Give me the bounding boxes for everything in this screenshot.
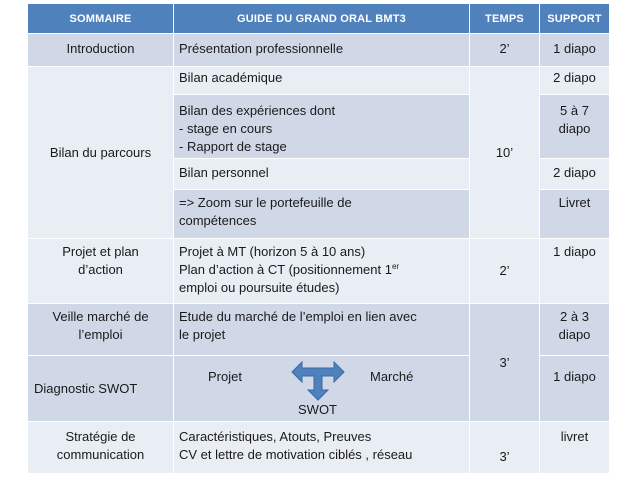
content-bilan-experiences: [174, 95, 470, 159]
veille-support-line: 2 à 3: [560, 309, 589, 324]
section-bilan-parcours: [28, 67, 174, 239]
swot-label-marche: Marché: [370, 369, 414, 384]
projet-line2-sup: er: [391, 262, 400, 271]
time-projet-plan: [470, 239, 540, 304]
veille-line: Etude du marché de l’emploi en lien avec: [179, 309, 417, 324]
support-bilan-experiences: [540, 95, 610, 159]
strategie-section-line: communication: [56, 447, 145, 462]
swot-label-projet: Projet: [208, 369, 242, 384]
time-strategie-label: 3’: [499, 449, 510, 464]
time-veille-swot: [470, 304, 540, 422]
swot-label-swot: SWOT: [298, 402, 337, 417]
content-introduction: Présentation professionnelle: [174, 34, 470, 67]
content-diagnostic-swot: [174, 356, 470, 422]
veille-support-line: diapo: [558, 327, 591, 342]
veille-section-line: Veille marché de: [52, 309, 149, 324]
time-projet-label: 2’: [499, 263, 510, 278]
content-bilan-academique: Bilan académique: [174, 67, 470, 95]
content-projet-plan: [174, 239, 470, 304]
projet-line: emploi ou poursuite études): [179, 280, 340, 295]
content-veille-marche: [174, 304, 470, 356]
support-introduction: 1 diapo: [540, 34, 610, 67]
projet-line: [179, 261, 464, 279]
veille-section-line: l’emploi: [78, 327, 123, 342]
zoom-line: => Zoom sur le portefeuille de: [179, 195, 352, 210]
time-introduction: 2’: [470, 34, 540, 67]
section-diagnostic-swot: [28, 356, 174, 422]
swot-section-label: Diagnostic SWOT: [34, 380, 138, 396]
support-bilan-academique: 2 diapo: [540, 67, 610, 95]
projet-line: Projet à MT (horizon 5 à 10 ans): [179, 244, 366, 259]
support-veille-marche: [540, 304, 610, 356]
t-arrow-shape: [292, 362, 344, 400]
support-projet-plan: 1 diapo: [540, 239, 610, 304]
header-support: SUPPORT: [540, 4, 610, 34]
section-projet-plan: [28, 239, 174, 304]
experiences-line: - Rapport de stage: [179, 139, 287, 154]
veille-line: le projet: [179, 327, 226, 342]
header-guide: GUIDE DU GRAND ORAL BMT3: [174, 4, 470, 34]
section-strategie-communication: [28, 422, 174, 474]
support-diagnostic-swot: 1 diapo: [540, 356, 610, 422]
experiences-line: Bilan des expériences dont: [179, 103, 336, 118]
support-zoom: Livret: [540, 190, 610, 239]
time-bilan-parcours: [470, 67, 540, 239]
strategie-section-line: Stratégie de: [65, 429, 136, 444]
support-strategie: livret: [540, 422, 610, 474]
content-strategie-communication: [174, 422, 470, 474]
section-introduction: Introduction: [28, 34, 174, 67]
strategie-line: Caractéristiques, Atouts, Preuves: [179, 429, 372, 444]
section-veille-marche: [28, 304, 174, 356]
zoom-line: compétences: [179, 213, 257, 228]
header-sommaire: SOMMAIRE: [28, 4, 174, 34]
support-bilan-personnel: 2 diapo: [540, 159, 610, 190]
section-bilan-parcours-label: Bilan du parcours: [49, 144, 152, 160]
strategie-line: CV et lettre de motivation ciblés , réseau: [179, 447, 413, 462]
experiences-support-line: 5 à 7: [560, 103, 589, 118]
time-bilan-label: 10’: [495, 144, 514, 160]
content-bilan-personnel: Bilan personnel: [174, 159, 470, 190]
content-zoom-portefeuille: [174, 190, 470, 239]
experiences-line: - stage en cours: [179, 121, 273, 136]
projet-section-line: Projet et plan: [62, 244, 139, 259]
header-temps: TEMPS: [470, 4, 540, 34]
time-veille-swot-label: 3’: [499, 354, 510, 370]
time-strategie: [470, 422, 540, 474]
projet-line2-text: Plan d’action à CT (positionnement 1: [179, 262, 392, 277]
t-arrow-icon: [290, 358, 346, 402]
projet-section-line: d’action: [78, 262, 123, 277]
experiences-support-line: diapo: [558, 121, 591, 136]
